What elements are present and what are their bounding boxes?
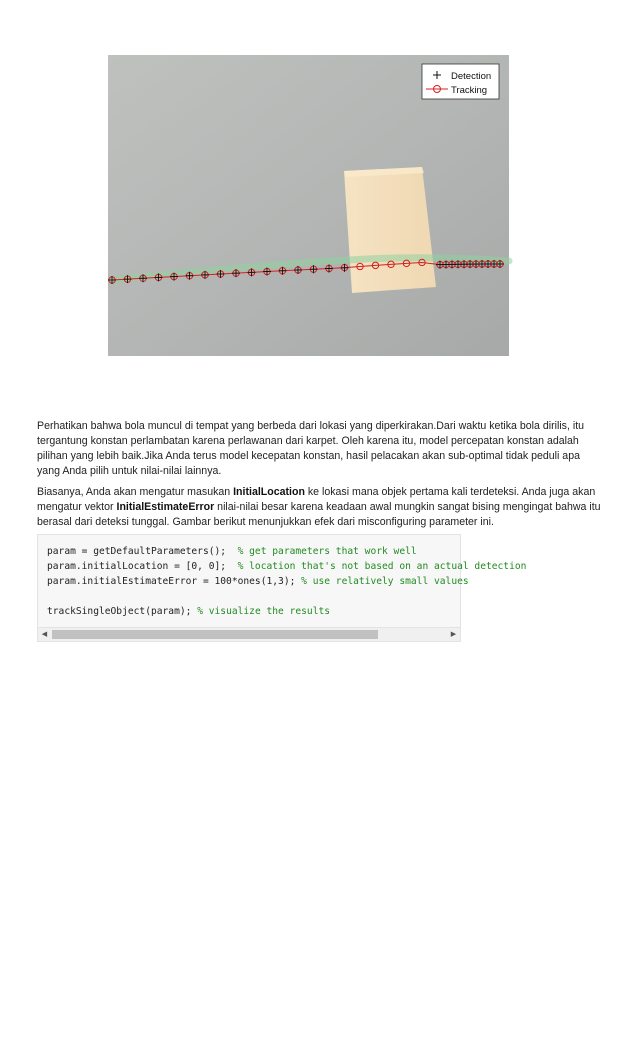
term-initial-estimate-error: InitialEstimateError: [116, 501, 215, 513]
tracking-figure: [108, 55, 509, 356]
scrollbar-thumb[interactable]: [52, 630, 378, 639]
legend-detection-label: Detection: [451, 71, 492, 82]
paragraph-observation: Perhatikan bahwa bola muncul di tempat yang berbeda dari lokasi yang diperkirakan.Dari waktu ketika bola dirilis, itu tergantung konstan perlambatan karena perlawanan dari karpet. Oleh karena itu, model percepatan konstan adalah pilihan yang lebih baik.Jika Anda terus model kecepatan konstan, hasil pelacakan akan sub-optimal tidak peduli apa yang Anda pilih untuk nilai-nilai lainnya.: [37, 420, 585, 477]
code-listing[interactable]: param = getDefaultParameters(); % get parameters that work well param.initialLocation = [0, 0]; % location that's not based on an actual detection param.initialEstimateError = 100*ones(1,3); % use relatively small values trackSingleObject(param); % visualize the results: [47, 546, 527, 617]
scroll-left-arrow-icon[interactable]: ◀: [41, 631, 48, 638]
paragraph-initial-location: Biasanya, Anda akan mengatur masukan InitialLocation ke lokasi mana objek pertama kali terdeteksi. Anda juga akan mengatur vektor InitialEstimateError nilai-nilai besar karena keadaan awal mungkin sangat bising mengingat bahwa itu berasal dari deteksi tunggal. Gambar berikut menunjukkan efek dari misconfiguring parameter ini.: [37, 486, 601, 528]
code-block[interactable]: [37, 534, 527, 642]
tracking-image: [108, 55, 509, 356]
box-shape: [344, 167, 436, 293]
legend: [422, 64, 499, 99]
horizontal-scrollbar[interactable]: [38, 627, 460, 641]
floor-background: [108, 55, 509, 356]
legend-tracking-label: Tracking: [451, 85, 488, 96]
scroll-right-arrow-icon[interactable]: ▶: [450, 631, 457, 638]
term-initial-location: InitialLocation: [233, 486, 305, 498]
